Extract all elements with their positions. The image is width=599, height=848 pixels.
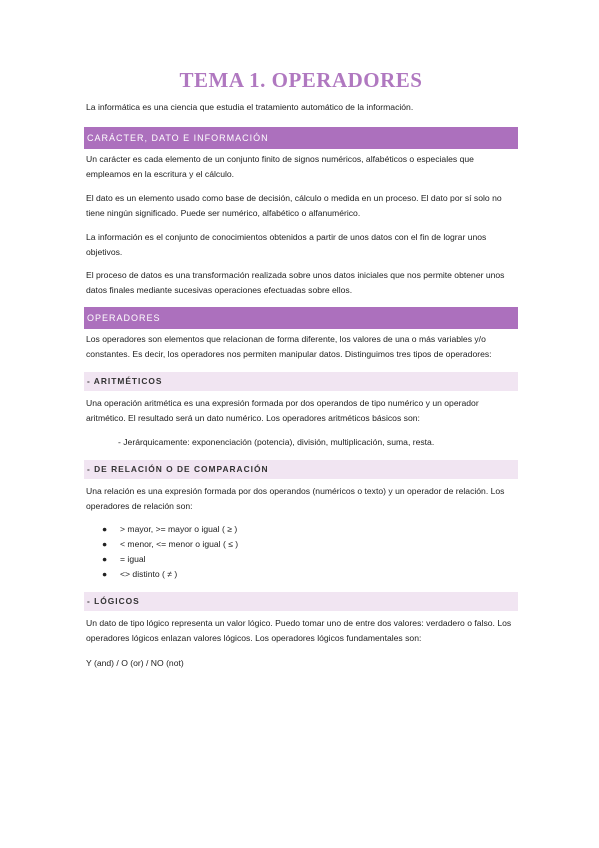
paragraph-operadores: Los operadores son elementos que relacionan de forma diferente, los valores de una o más variables y/o constantes. Es decir, los operadores nos permiten manipular datos. Distinguimos tres tipos de operadores:	[86, 334, 492, 359]
paragraph-dato: El dato es un elemento usado como base de decisión, cálculo o medida en un proceso. El dato por sí solo no tiene ningún significado. Puede ser numérico, alfabético o alfanumérico.	[86, 193, 502, 218]
subheading-aritmeticos: - ARITMÉTICOS	[84, 372, 518, 391]
list-item-text: <> distinto ( ≠ )	[120, 569, 178, 579]
bullet-icon: ●	[102, 524, 108, 534]
relation-operator-list	[98, 522, 238, 582]
paragraph-logicos: Un dato de tipo lógico representa un valor lógico. Puedo tomar uno de entre dos valores: verdadero o falso. Los operadores lógicos enlazan valores lógicos. Los operadores lógicos fundamentales son:	[86, 618, 512, 643]
list-item	[98, 537, 238, 552]
section-heading-operadores: OPERADORES	[84, 307, 518, 329]
bullet-icon: ●	[102, 569, 108, 579]
bullet-icon: ●	[102, 539, 108, 549]
page-title: TEMA 1. OPERADORES	[179, 68, 423, 92]
list-item	[98, 522, 238, 537]
paragraph-proceso: El proceso de datos es una transformación realizada sobre unos datos iniciales que nos permite obtener unos datos finales mediante sucesivas operaciones efectuadas sobre ellos.	[86, 270, 505, 295]
list-item-text: = igual	[120, 554, 146, 564]
list-item	[98, 567, 238, 582]
paragraph-informacion: La información es el conjunto de conocimientos obtenidos a partir de unos datos con el fin de lograr unos objetivos.	[86, 232, 487, 257]
paragraph-aritmeticos: Una operación aritmética es una expresión formada por dos operandos de tipo numérico y un operador aritmético. El resultado será un dato numérico. Los operadores aritméticos básicos son:	[86, 398, 479, 423]
hierarchy-line: - Jerárquicamente: exponenciación (potencia), división, multiplicación, suma, resta.	[118, 437, 435, 447]
subheading-logicos: - LÓGICOS	[84, 592, 518, 611]
list-item-text: < menor, <= menor o igual ( ≤ )	[120, 539, 239, 549]
bullet-icon: ●	[102, 554, 108, 564]
list-item	[98, 552, 238, 567]
list-item-text: > mayor, >= mayor o igual ( ≥ )	[120, 524, 238, 534]
paragraph-caracter: Un carácter es cada elemento de un conjunto finito de signos numéricos, alfabéticos o especiales que empleamos en la escritura y el cálculo.	[86, 154, 474, 179]
paragraph-relacion: Una relación es una expresión formada por dos operandos (numéricos o texto) y un operador de relación. Los operadores de relación son:	[86, 486, 505, 511]
intro-paragraph: La informática es una ciencia que estudia el tratamiento automático de la información.	[86, 102, 414, 112]
logical-operators-line: Y (and) / O (or) / NO (not)	[86, 658, 184, 668]
section-heading-caracter: CARÁCTER, DATO E INFORMACIÓN	[84, 127, 518, 149]
subheading-relacion: - DE RELACIÓN O DE COMPARACIÓN	[84, 460, 518, 479]
